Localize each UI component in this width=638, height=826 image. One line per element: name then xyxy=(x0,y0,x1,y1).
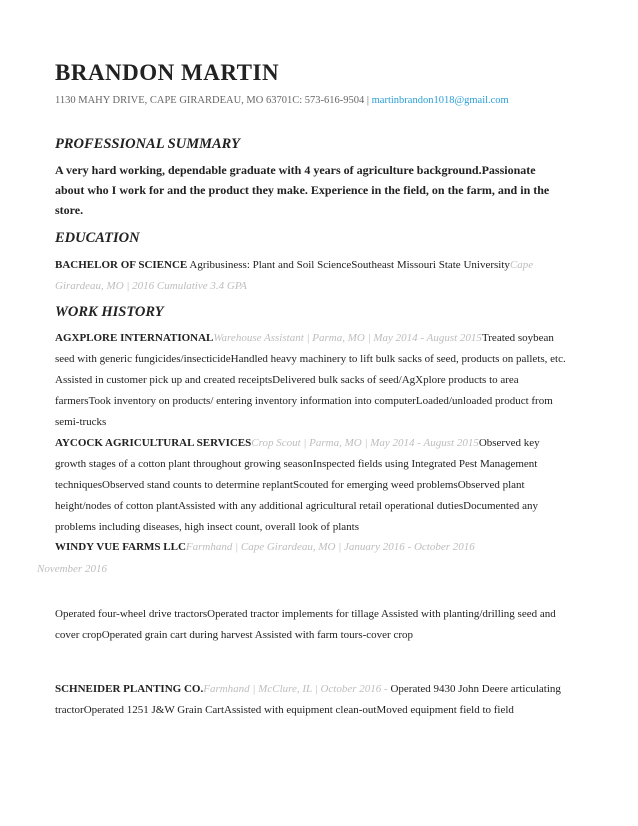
job-entry-schneider xyxy=(55,679,570,721)
education-heading: EDUCATION xyxy=(55,230,140,246)
candidate-name: BRANDON MARTIN xyxy=(55,60,280,85)
summary-text: A very hard working, dependable graduate with 4 years of agriculture background.Passionate about who I work for and the product they make. Experience in the field, on the farm, and in the store. xyxy=(55,163,550,217)
contact-address-phone: 1130 MAHY DRIVE, CAPE GIRARDEAU, MO 63701C: 573-616-9504 | xyxy=(55,95,372,106)
job-meta: Crop Scout | Parma, MO | May 2014 - August 2015 xyxy=(251,437,479,449)
job-meta: Farmhand | McClure, IL | October 2016 - xyxy=(203,683,391,695)
job-entry-aycock xyxy=(55,433,570,538)
degree-major-school: Agribusiness: Plant and Soil ScienceSoutheast Missouri State University xyxy=(187,259,510,271)
job-employer: WINDY VUE FARMS LLC xyxy=(55,541,186,553)
job-description: Observed key growth stages of a cotton plant throughout growing seasonInspected fields using Integrated Pest Management techniquesObserved stand counts to determine replantScouted for emerging weed problemsObserved plant height/nodes of cotton plantAssisted with any additional agricultural retail operational dutiesDocumented any problems including diseases, high insect count, overall look of plants xyxy=(55,437,540,533)
degree-title: BACHELOR OF SCIENCE xyxy=(55,259,188,271)
email-link[interactable]: martinbrandon1018@gmail.com xyxy=(371,95,509,106)
job-meta: Farmhand | Cape Girardeau, MO | January 2016 - October 2016 xyxy=(185,541,475,553)
job-description: Operated 9430 John Deere articulating tractorOperated 1251 J&W Grain CartAssisted with equipment clean-outMoved equipment field to field xyxy=(55,683,561,716)
job-description-windy-vue: Operated four-wheel drive tractorsOperated tractor implements for tillage Assisted with planting/drilling seed and cover cropOperated grain cart during harvest Assisted with farm tours-cover crop xyxy=(55,608,556,641)
job-meta-continuation: November 2016 xyxy=(37,563,107,575)
job-employer: SCHNEIDER PLANTING CO. xyxy=(55,683,204,695)
job-meta: Warehouse Assistant | Parma, MO | May 2014 - August 2015 xyxy=(213,332,482,344)
education-details: Cape Girardeau, MO | 2016 Cumulative 3.4 GPA xyxy=(55,259,534,292)
job-entry-agxplore xyxy=(55,328,570,433)
job-entry-windy-vue xyxy=(55,537,570,558)
contact-line xyxy=(55,95,509,106)
job-employer: AGXPLORE INTERNATIONAL xyxy=(55,332,214,344)
work-history-heading: WORK HISTORY xyxy=(55,304,164,320)
summary-heading: PROFESSIONAL SUMMARY xyxy=(55,136,240,152)
education-entry xyxy=(55,255,570,297)
job-employer: AYCOCK AGRICULTURAL SERVICES xyxy=(55,437,252,449)
job-description: Treated soybean seed with generic fungicides/insecticideHandled heavy machinery to lift bulk sacks of seed, products on pallets, etc. Assisted in customer pick up and created receiptsDelivered bulk sacks of seed/AgXplore products to area farmersTook inventory on products/ entering inventory information into computerLoaded/unloaded product from semi-trucks xyxy=(55,332,566,428)
